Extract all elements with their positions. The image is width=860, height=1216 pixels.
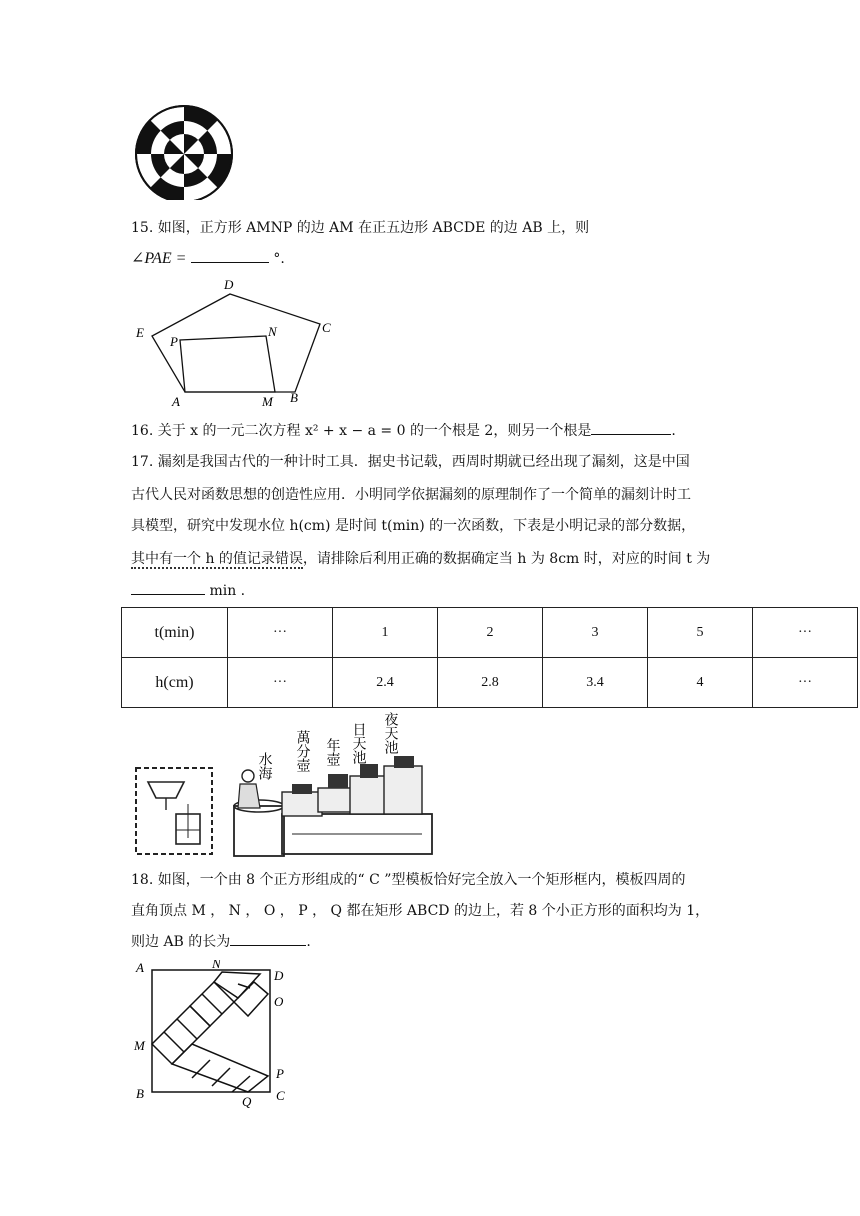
label-nianhu: 年壺 <box>324 738 340 766</box>
q18-line2: 直角顶点 M ， N ， O ， P ， Q 都在矩形 ABCD 的边上，若 8 个小正方形的面积均为 1， <box>131 903 710 919</box>
label-E: E <box>136 325 144 340</box>
q17-answer-blank <box>131 580 205 595</box>
table-cell: 4 <box>648 658 753 708</box>
q15-answer-blank <box>191 248 269 263</box>
label-M: M <box>262 394 273 409</box>
table-row-h <box>122 658 858 708</box>
table-header-t: t(min) <box>122 608 228 658</box>
label-B: B <box>136 1086 144 1101</box>
label-P: P <box>276 1066 284 1081</box>
label-N: N <box>268 324 277 339</box>
q15-angle: ∠PAE = <box>131 250 187 267</box>
label-shuihai: 水海 <box>256 752 272 780</box>
q17-unit: min . <box>209 583 246 599</box>
q15-suffix: °. <box>273 251 285 267</box>
q15-line2 <box>131 248 285 269</box>
table-cell: 3.4 <box>543 658 648 708</box>
label-C: C <box>322 320 331 335</box>
label-D: D <box>224 277 234 292</box>
q17-emphasis: 其中有一个 h 的值记录错误 <box>131 551 303 567</box>
q17-line1: 17. 漏刻是我国古代的一种计时工具．据史书记载，西周时期就已经出现了漏刻，这是中国 <box>131 454 690 470</box>
q18-answer-blank <box>230 931 306 946</box>
label-P: P <box>170 334 178 349</box>
label-M: M <box>134 1038 145 1053</box>
table-cell: ··· <box>228 658 333 708</box>
label-yetianchi: 夜天池 <box>382 712 398 754</box>
target-circle-figure <box>130 104 236 200</box>
label-N: N <box>212 960 221 971</box>
label-wanfenhu: 萬分壺 <box>294 730 310 772</box>
table-cell: ··· <box>753 608 858 658</box>
label-B: B <box>290 390 298 405</box>
q17-line2: 古代人民对函数思想的创造性应用．小明同学依据漏刻的原理制作了一个简单的漏刻计时工 <box>131 487 691 503</box>
q17-line3: 具模型，研究中发现水位 h(cm) 是时间 t(min) 的一次函数，下表是小明记录的部分数据， <box>131 518 696 534</box>
rectangle-template-figure <box>130 960 300 1110</box>
label-A: A <box>136 960 144 975</box>
q15-line1: 15. 如图，正方形 AMNP 的边 AM 在正五边形 ABCDE 的边 AB 上，则 <box>131 220 590 236</box>
q18-line3 <box>131 931 311 952</box>
label-ritianchi: 日天池 <box>350 722 366 764</box>
table-cell: 1 <box>333 608 438 658</box>
label-O: O <box>274 994 284 1009</box>
label-A: A <box>172 394 180 409</box>
table-cell: 2.8 <box>438 658 543 708</box>
water-clock-illustration <box>132 710 442 862</box>
table-row-t <box>122 608 858 658</box>
table-header-h: h(cm) <box>122 658 228 708</box>
q18-line1: 18. 如图，一个由 8 个正方形组成的“ C ”型模板恰好完全放入一个矩形框内，模板四周的 <box>131 872 686 888</box>
label-Q: Q <box>242 1094 252 1109</box>
table-cell: 2 <box>438 608 543 658</box>
q17-line4-rest: ，请排除后利用正确的数据确定当 h 为 8cm 时，对应的时间 t 为 <box>302 551 711 567</box>
q16-suffix: . <box>671 423 676 439</box>
table-cell: 3 <box>543 608 648 658</box>
q18-prefix: 则边 AB 的长为 <box>131 934 231 950</box>
q16-line <box>131 420 676 441</box>
pentagon-square-figure <box>130 274 340 414</box>
q17-line5 <box>131 580 245 601</box>
table-cell: ··· <box>753 658 858 708</box>
label-D: D <box>274 968 284 983</box>
table-cell: 5 <box>648 608 753 658</box>
q16-answer-blank <box>591 420 671 435</box>
data-table <box>121 607 858 708</box>
table-cell: 2.4 <box>333 658 438 708</box>
table-cell: ··· <box>228 608 333 658</box>
q17-line4 <box>131 549 710 569</box>
q16-text: 16. 关于 x 的一元二次方程 x² + x − a = 0 的一个根是 2，则另一个根是 <box>131 423 592 439</box>
q18-suffix: . <box>306 934 311 950</box>
label-C: C <box>276 1088 285 1103</box>
